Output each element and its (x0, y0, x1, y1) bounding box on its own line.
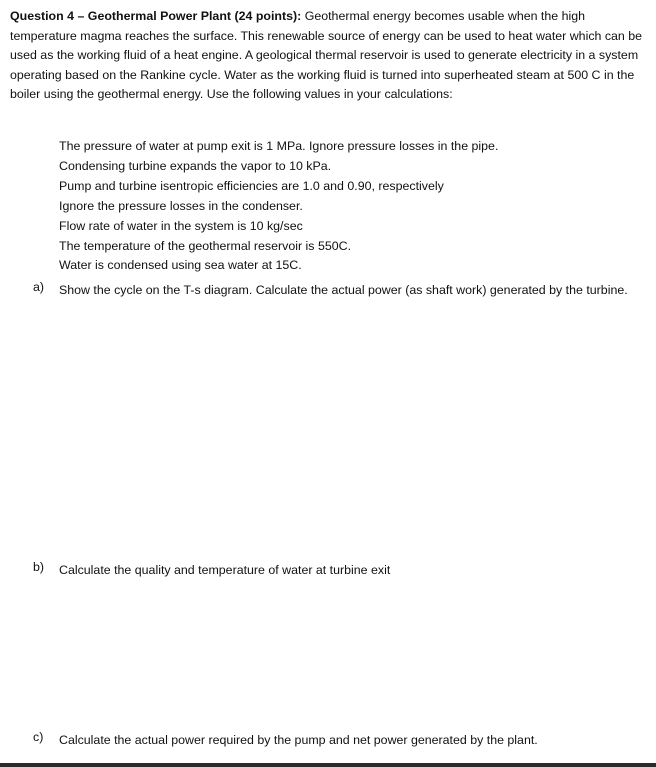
given-item: Flow rate of water in the system is 10 kg/sec (59, 218, 303, 233)
question-intro (10, 7, 650, 105)
given-item: The pressure of water at pump exit is 1 MPa. Ignore pressure losses in the pipe. (59, 139, 499, 153)
given-values-list (59, 137, 498, 276)
part-b-letter: b) (33, 560, 45, 574)
part-a-text: Show the cycle on the T-s diagram. Calculate the actual power (as shaft work) generated by the turbine. (59, 283, 628, 297)
given-item: Pump and turbine isentropic efficiencies are 1.0 and 0.90, respectively (59, 178, 444, 193)
page-bottom-divider (0, 763, 656, 767)
part-c-text: Calculate the actual power required by the pump and net power generated by the plant. (59, 733, 538, 747)
given-item: The temperature of the geothermal reservoir is 550C. (59, 238, 352, 253)
question-body: Geothermal energy becomes usable when the high temperature magma reaches the surface. This renewable source of energy can be used to heat water which can be used as the working fluid of a heat engine. A geological thermal reservoir is used to generate electricity in a system operating based on the Rankine cycle. Water as the working fluid is turned into superheated steam at 500 C in the boiler using the geothermal energy. Use the following values in your calculations: (10, 9, 643, 102)
given-item: Condensing turbine expands the vapor to 10 kPa. (59, 158, 332, 173)
part-a (33, 280, 643, 301)
given-item: Ignore the pressure losses in the condenser. (59, 198, 303, 213)
part-b-text: Calculate the quality and temperature of water at turbine exit (59, 563, 391, 577)
given-item: Water is condensed using sea water at 15C. (59, 258, 302, 273)
part-b (33, 560, 643, 581)
part-a-letter: a) (33, 280, 45, 294)
question-title: Question 4 – Geothermal Power Plant (24 points): (10, 9, 302, 23)
part-c-letter: c) (33, 730, 44, 744)
part-c (33, 730, 643, 751)
